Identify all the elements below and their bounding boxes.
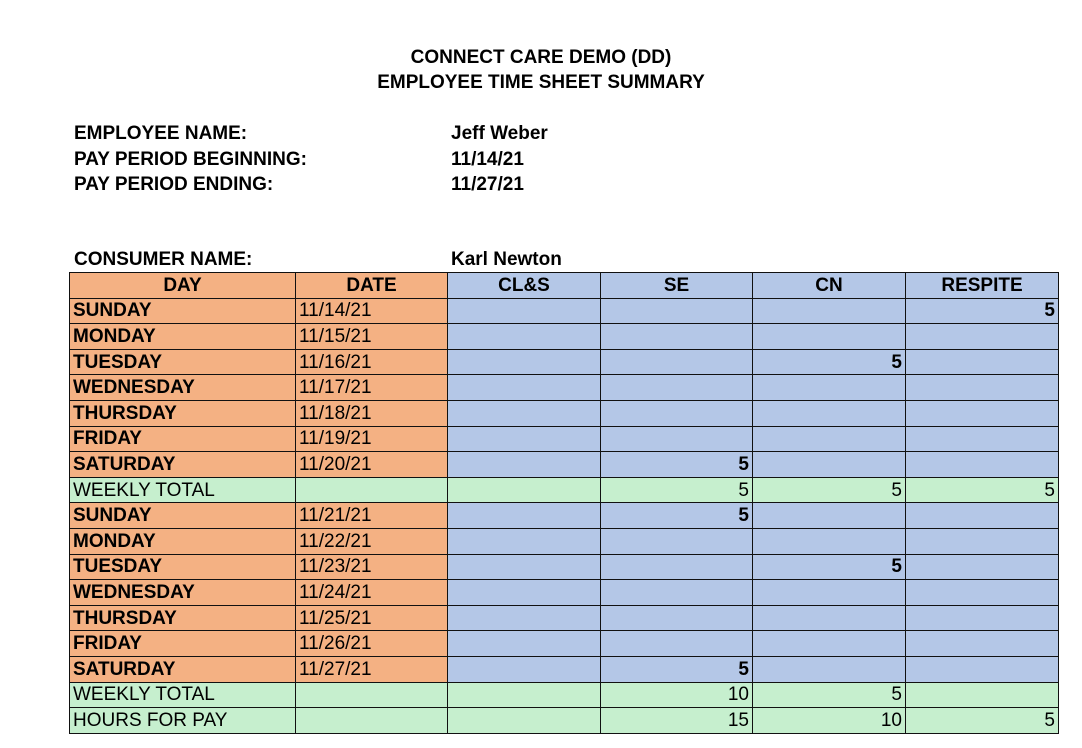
date-cell: 11/21/21: [296, 503, 448, 529]
cls-cell: [448, 708, 601, 734]
se-cell: [601, 554, 753, 580]
se-cell: 5: [601, 656, 753, 682]
col-header-respite: RESPITE: [906, 273, 1059, 299]
se-cell: [601, 605, 753, 631]
se-cell: [601, 298, 753, 324]
se-cell: [601, 528, 753, 554]
se-cell: [601, 375, 753, 401]
table-row: [70, 298, 1059, 324]
respite-cell: [906, 503, 1059, 529]
respite-cell: [906, 528, 1059, 554]
table-row: [70, 631, 1059, 657]
day-cell: TUESDAY: [70, 554, 296, 580]
weekly-total-row: [70, 477, 1059, 503]
respite-cell: 5: [906, 298, 1059, 324]
col-header-date: DATE: [296, 273, 448, 299]
date-cell: 11/18/21: [296, 400, 448, 426]
consumer-name-label: CONSUMER NAME:: [74, 249, 253, 270]
cn-cell: [753, 324, 906, 350]
se-cell: 10: [601, 682, 753, 708]
cls-cell: [448, 528, 601, 554]
consumer-name-value: Karl Newton: [451, 249, 562, 270]
table-row: [70, 400, 1059, 426]
company-title: CONNECT CARE DEMO (DD): [410, 47, 672, 68]
respite-cell: 5: [906, 477, 1059, 503]
cn-cell: [753, 452, 906, 478]
date-cell: [296, 708, 448, 734]
cls-cell: [448, 375, 601, 401]
pay-period-end-value: 11/27/21: [451, 174, 524, 195]
day-cell: FRIDAY: [70, 631, 296, 657]
date-cell: [296, 682, 448, 708]
cls-cell: [448, 631, 601, 657]
se-cell: [601, 324, 753, 350]
se-cell: 5: [601, 503, 753, 529]
day-cell: WEDNESDAY: [70, 375, 296, 401]
date-cell: 11/20/21: [296, 452, 448, 478]
cn-cell: 5: [753, 477, 906, 503]
date-cell: 11/17/21: [296, 375, 448, 401]
se-cell: [601, 400, 753, 426]
cls-cell: [448, 452, 601, 478]
date-cell: 11/23/21: [296, 554, 448, 580]
date-cell: 11/27/21: [296, 656, 448, 682]
date-cell: 11/25/21: [296, 605, 448, 631]
respite-cell: [906, 426, 1059, 452]
table-row: [70, 656, 1059, 682]
date-cell: 11/22/21: [296, 528, 448, 554]
day-cell: THURSDAY: [70, 400, 296, 426]
se-cell: [601, 631, 753, 657]
pay-period-begin-label: PAY PERIOD BEGINNING:: [74, 149, 307, 170]
respite-cell: [906, 682, 1059, 708]
cn-cell: [753, 605, 906, 631]
day-cell: FRIDAY: [70, 426, 296, 452]
date-cell: 11/15/21: [296, 324, 448, 350]
cls-cell: [448, 324, 601, 350]
cls-cell: [448, 682, 601, 708]
se-cell: [601, 349, 753, 375]
se-cell: [601, 580, 753, 606]
cn-cell: 5: [753, 682, 906, 708]
table-row: [70, 452, 1059, 478]
day-cell: SUNDAY: [70, 503, 296, 529]
table-row: [70, 580, 1059, 606]
cn-cell: [753, 528, 906, 554]
se-cell: 15: [601, 708, 753, 734]
table-row: [70, 605, 1059, 631]
table-row: [70, 426, 1059, 452]
respite-cell: [906, 605, 1059, 631]
day-cell: SATURDAY: [70, 656, 296, 682]
day-cell: THURSDAY: [70, 605, 296, 631]
cls-cell: [448, 477, 601, 503]
cn-cell: [753, 503, 906, 529]
respite-cell: [906, 400, 1059, 426]
day-cell: SATURDAY: [70, 452, 296, 478]
respite-cell: [906, 349, 1059, 375]
respite-cell: [906, 452, 1059, 478]
date-cell: 11/16/21: [296, 349, 448, 375]
timesheet-table: [69, 272, 1059, 734]
day-cell: SUNDAY: [70, 298, 296, 324]
se-cell: [601, 426, 753, 452]
report-title: EMPLOYEE TIME SHEET SUMMARY: [377, 72, 705, 93]
se-cell: 5: [601, 477, 753, 503]
cn-cell: [753, 580, 906, 606]
cn-cell: 5: [753, 554, 906, 580]
table-header-row: [70, 273, 1059, 299]
cn-cell: [753, 375, 906, 401]
respite-cell: [906, 580, 1059, 606]
col-header-se: SE: [601, 273, 753, 299]
employee-name-value: Jeff Weber: [451, 123, 548, 144]
respite-cell: 5: [906, 708, 1059, 734]
total-label-cell: WEEKLY TOTAL: [70, 682, 296, 708]
pay-period-begin-value: 11/14/21: [451, 149, 524, 170]
col-header-cn: CN: [753, 273, 906, 299]
table-row: [70, 324, 1059, 350]
cls-cell: [448, 554, 601, 580]
respite-cell: [906, 631, 1059, 657]
day-cell: WEDNESDAY: [70, 580, 296, 606]
cn-cell: 5: [753, 349, 906, 375]
table-row: [70, 554, 1059, 580]
cn-cell: [753, 298, 906, 324]
table-row: [70, 349, 1059, 375]
cn-cell: 10: [753, 708, 906, 734]
cn-cell: [753, 400, 906, 426]
weekly-total-row: [70, 682, 1059, 708]
cls-cell: [448, 298, 601, 324]
cn-cell: [753, 631, 906, 657]
cls-cell: [448, 426, 601, 452]
se-cell: 5: [601, 452, 753, 478]
table-row: [70, 375, 1059, 401]
date-cell: 11/26/21: [296, 631, 448, 657]
cls-cell: [448, 400, 601, 426]
cls-cell: [448, 656, 601, 682]
table-row: [70, 528, 1059, 554]
table-row: [70, 503, 1059, 529]
total-label-cell: WEEKLY TOTAL: [70, 477, 296, 503]
hours-for-pay-row: [70, 708, 1059, 734]
respite-cell: [906, 324, 1059, 350]
date-cell: [296, 477, 448, 503]
cn-cell: [753, 656, 906, 682]
total-label-cell: HOURS FOR PAY: [70, 708, 296, 734]
pay-period-end-label: PAY PERIOD ENDING:: [74, 174, 274, 195]
cls-cell: [448, 349, 601, 375]
cn-cell: [753, 426, 906, 452]
date-cell: 11/19/21: [296, 426, 448, 452]
cls-cell: [448, 580, 601, 606]
cls-cell: [448, 503, 601, 529]
day-cell: TUESDAY: [70, 349, 296, 375]
employee-name-label: EMPLOYEE NAME:: [74, 123, 248, 144]
date-cell: 11/14/21: [296, 298, 448, 324]
col-header-cls: CL&S: [448, 273, 601, 299]
day-cell: MONDAY: [70, 324, 296, 350]
day-cell: MONDAY: [70, 528, 296, 554]
respite-cell: [906, 656, 1059, 682]
respite-cell: [906, 554, 1059, 580]
cls-cell: [448, 605, 601, 631]
respite-cell: [906, 375, 1059, 401]
date-cell: 11/24/21: [296, 580, 448, 606]
col-header-day: DAY: [70, 273, 296, 299]
